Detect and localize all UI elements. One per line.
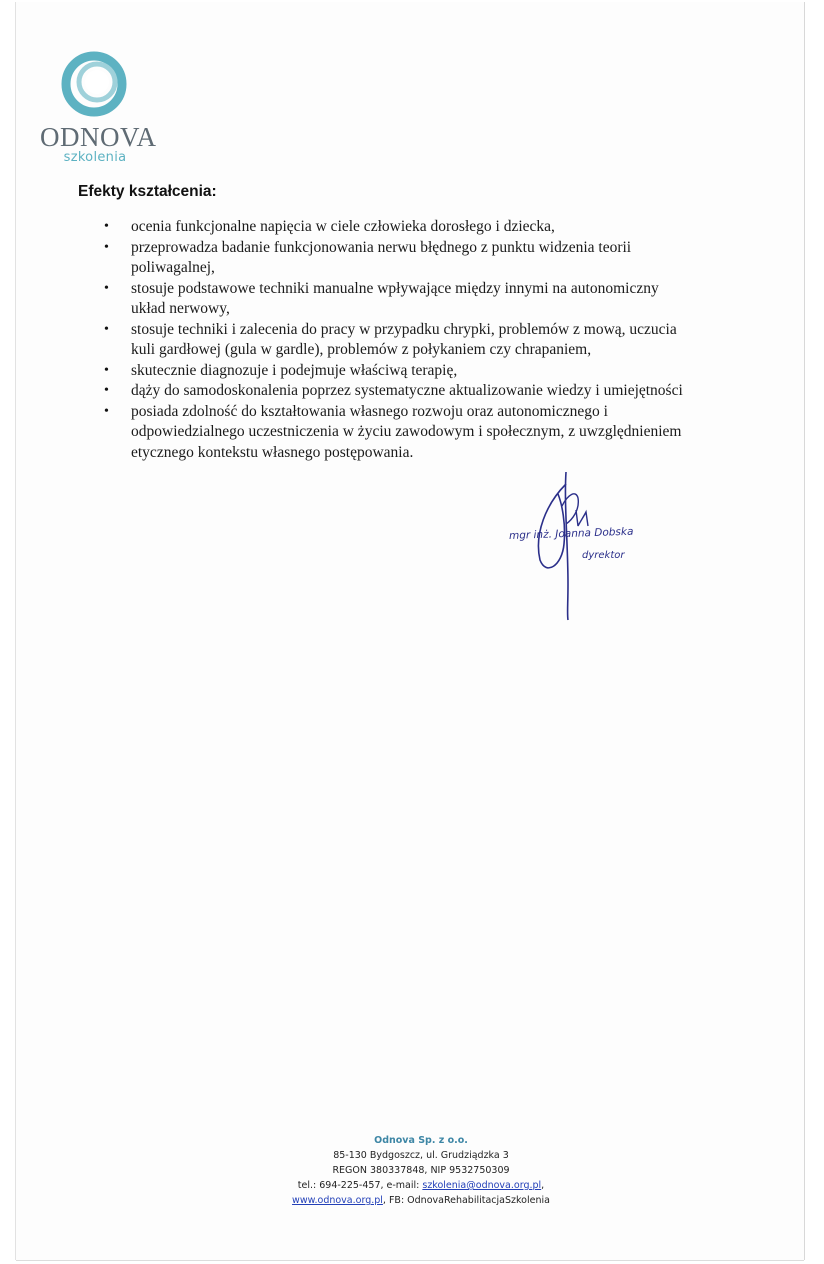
ring-logo-icon bbox=[58, 48, 130, 120]
list-item bbox=[96, 320, 716, 361]
footer-web bbox=[236, 1193, 606, 1208]
footer-regon-nip: REGON 380337848, NIP 9532750309 bbox=[332, 1165, 510, 1176]
list-item-text: posiada zdolność do kształtowania własnego rozwoju oraz autonomicznego i bbox=[131, 402, 608, 420]
handwritten-signature-icon bbox=[506, 464, 676, 624]
list-item-text: przeprowadza badanie funkcjonowania nerwu błędnego z punktu widzenia teorii bbox=[131, 238, 632, 256]
document-page bbox=[16, 2, 804, 1260]
list-item-text: skutecznie diagnozuje i podejmuje właściwą terapię, bbox=[131, 361, 458, 379]
list-item bbox=[96, 238, 716, 279]
bullet-icon: • bbox=[104, 280, 109, 296]
footer-website-link[interactable]: www.odnova.org.pl bbox=[292, 1195, 383, 1206]
list-item-text: etycznego kontekstu własnego postępowania. bbox=[131, 443, 414, 461]
list-item-text: ocenia funkcjonalne napięcia w ciele człowieka dorosłego i dziecka, bbox=[131, 218, 555, 235]
footer-fb: , FB: OdnovaRehabilitacjaSzkolenia bbox=[382, 1195, 550, 1206]
learning-outcomes-list bbox=[96, 217, 716, 463]
footer-address: 85-130 Bydgoszcz, ul. Grudziądzka 3 bbox=[333, 1150, 509, 1161]
list-item bbox=[96, 361, 716, 382]
bullet-icon: • bbox=[104, 239, 109, 255]
list-item bbox=[96, 381, 716, 402]
list-item bbox=[96, 402, 716, 464]
bullet-icon: • bbox=[104, 321, 109, 337]
list-item-text: układ nerwowy, bbox=[131, 300, 230, 317]
signatory-title: dyrektor bbox=[582, 550, 625, 561]
list-item-text: kuli gardłowej (gula w gardle), problemów z połykaniem czy chrapaniem, bbox=[131, 341, 592, 358]
list-item-text: dąży do samodoskonalenia poprzez systematyczne aktualizowanie wiedzy i umiejętności bbox=[131, 382, 683, 399]
footer-contact bbox=[236, 1178, 606, 1193]
bullet-icon: • bbox=[104, 403, 109, 419]
footer bbox=[236, 1133, 606, 1208]
logo-subtitle: szkolenia bbox=[63, 150, 127, 165]
bullet-icon: • bbox=[104, 219, 109, 234]
footer-email-link[interactable]: szkolenia@odnova.org.pl bbox=[422, 1180, 542, 1191]
signatory-name: mgr inż. Joanna Dobska bbox=[508, 525, 634, 542]
list-item-text: stosuje podstawowe techniki manualne wpływające między innymi na autonomiczny bbox=[131, 279, 659, 297]
list-item-text: stosuje techniki i zalecenia do pracy w przypadku chrypki, problemów z mową, uczucia bbox=[131, 320, 677, 338]
bullet-icon: • bbox=[104, 383, 109, 398]
footer-email-suffix: , bbox=[541, 1180, 545, 1191]
logo-name: ODNOVA bbox=[40, 122, 157, 152]
section-heading: Efekty kształcenia: bbox=[78, 183, 217, 200]
list-item bbox=[96, 279, 716, 320]
bullet-icon: • bbox=[104, 362, 109, 378]
signature-block bbox=[506, 464, 676, 624]
list-item-text: poliwagalnej, bbox=[131, 259, 215, 276]
footer-company: Odnova Sp. z o.o. bbox=[374, 1135, 468, 1146]
list-item bbox=[96, 217, 716, 238]
list-item-text: odpowiedzialnego uczestniczenia w życiu zawodowym i społecznym, z uwzględnieniem bbox=[131, 423, 682, 440]
footer-tel: tel.: 694-225-457, e-mail: bbox=[297, 1180, 423, 1191]
odnova-logo bbox=[40, 48, 157, 168]
